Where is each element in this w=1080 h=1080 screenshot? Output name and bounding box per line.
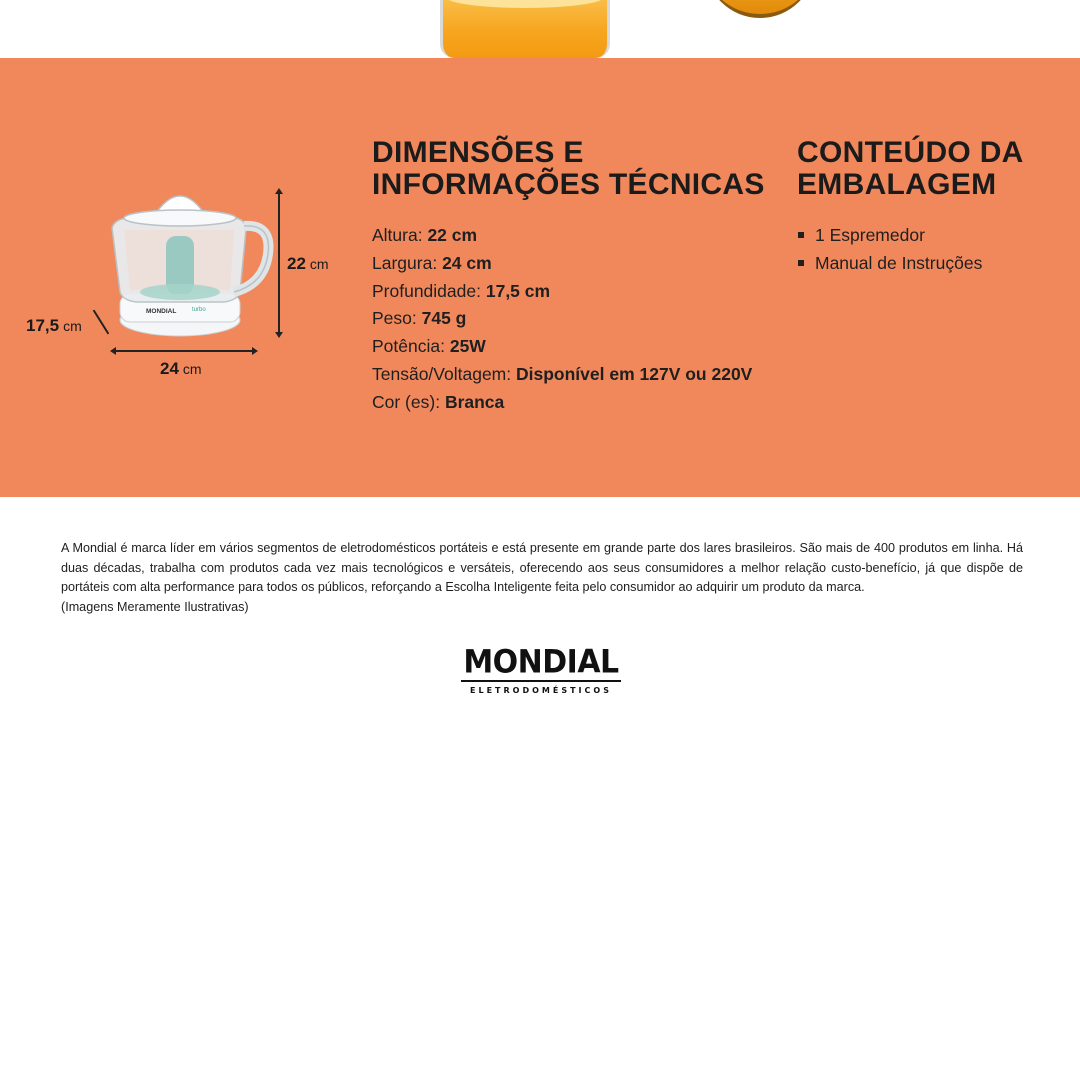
spec-label: Cor (es): [372,391,441,412]
height-dimension-label [287,254,329,274]
package-list [798,222,982,278]
logo-tagline: ELETRODOMÉSTICOS [470,686,612,695]
bullet-icon [798,260,804,266]
width-unit: cm [182,361,202,377]
spec-item [372,389,752,417]
spec-value: 22 cm [427,225,478,245]
spec-label: Largura: [372,252,438,273]
description-note: (Imagens Meramente Ilustrativas) [61,599,249,614]
spec-value: 745 g [421,308,467,329]
width-arrow [112,350,256,352]
depth-dimension-label [26,316,82,336]
product-model-label: turbo [192,307,206,313]
specs-title-line1: DIMENSÕES E [372,136,584,169]
width-dimension-label [160,359,202,379]
package-item [798,250,982,278]
spec-label: Peso: [372,308,417,329]
top-photo-strip [0,0,1080,58]
package-title-line1: CONTEÚDO DA [797,136,1024,169]
package-item-label: 1 Espremedor [815,225,925,245]
spec-label: Profundidade: [372,280,481,301]
bullet-icon [798,232,804,238]
width-value: 24 [160,359,179,378]
spec-value: Branca [444,391,505,412]
citrus-juicer-icon [104,180,276,340]
spec-item [372,250,752,278]
depth-value: 17,5 [26,316,60,335]
spec-item [372,361,752,389]
spec-label: Tensão/Voltagem: [372,363,512,384]
logo-wordmark: MONDIAL [463,643,619,682]
spec-item [372,333,752,361]
spec-label: Altura: [372,225,423,245]
spec-value: 17,5 cm [485,280,551,301]
package-title-line2: EMBALAGEM [797,168,997,201]
product-brand-label: MONDIAL [146,308,177,315]
height-arrow [278,190,280,336]
spec-item [372,222,752,250]
mondial-logo [455,643,627,698]
spec-value: 25W [449,336,486,357]
description-text: A Mondial é marca líder em vários segmentos de eletrodomésticos portáteis e está presente em grande parte dos lares brasileiros. São mais de 400 produtos em linha. Há duas décadas, trabalha com produtos cada vez mais tecnológicos e versáteis, oferecendo aos seus consumidores a melhor relação custo-benefício, já que dispõe de portáteis com alta performance para todos os públicos, reforçando a Escolha Inteligente feita pelo consumidor ao adquirir um produto da marca. [61,541,1023,594]
orange-bowl-image [705,0,815,18]
specs-title-line2: INFORMAÇÕES TÉCNICAS [372,168,765,201]
spec-item [372,278,752,306]
package-item [798,222,982,250]
juice-glass-image [440,0,610,58]
specs-title [372,137,765,201]
depth-unit: cm [63,318,82,334]
spec-value: 24 cm [442,252,492,273]
package-title [797,137,1024,201]
brand-description [61,539,1023,617]
height-unit: cm [309,256,329,272]
spec-value: Disponível em 127V ou 220V [516,363,753,384]
spec-item [372,305,752,333]
spec-label: Potência: [372,336,445,357]
height-value: 22 [287,254,306,273]
package-item-label: Manual de Instruções [815,252,983,273]
specs-list [372,222,752,417]
